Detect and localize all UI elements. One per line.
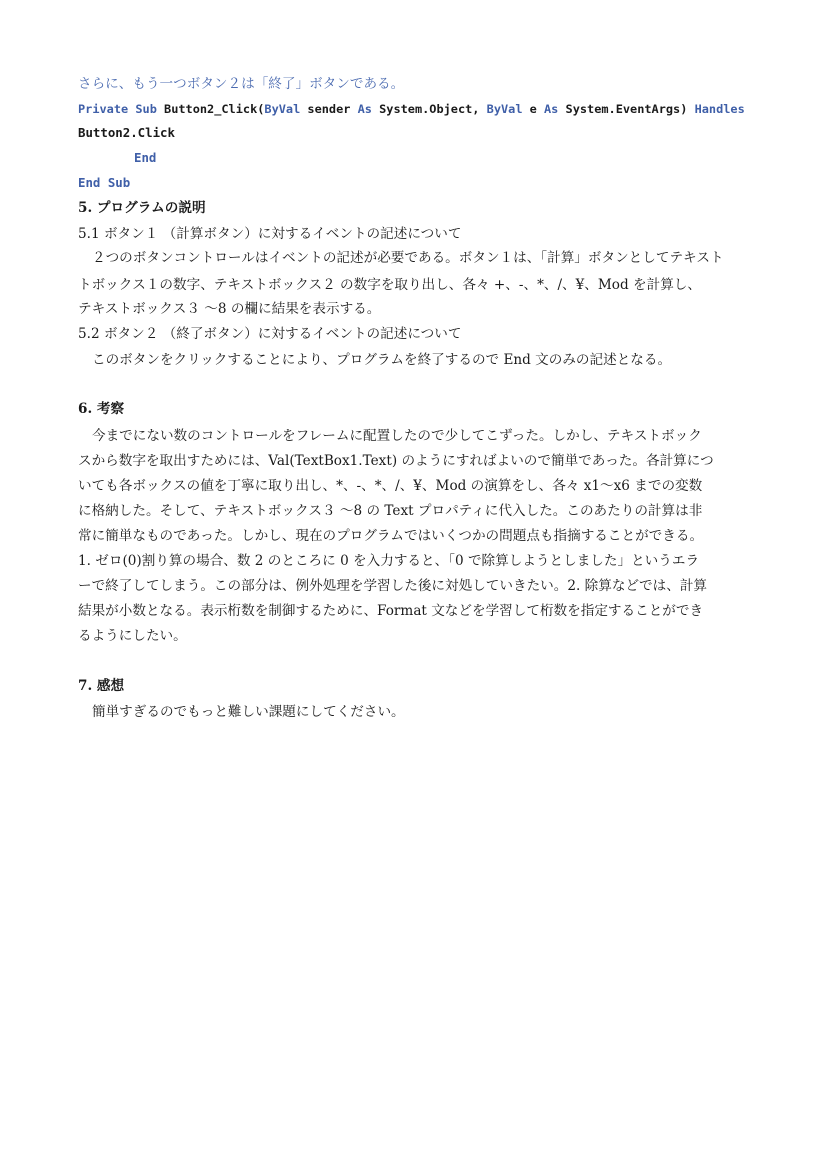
- code-comment: さらに、もう一つボタン２は「終了」ボタンである。: [78, 76, 405, 92]
- section5-2-heading: 5.2 ボタン２ （終了ボタン）に対するイベントの記述について: [78, 326, 462, 342]
- keyword-byval: ByVal: [486, 102, 523, 116]
- code-line-end: End: [134, 150, 157, 165]
- section6-text: 今までにない数のコントロールをフレームに配置したので少してこずった。しかし、テキストボック: [92, 428, 702, 444]
- section5-1-heading: 5.1 ボタン１ （計算ボタン）に対するイベントの記述について: [78, 226, 462, 242]
- section6-text: 常に簡単なものであった。しかし、現在のプログラムではいくつかの問題点も指摘することができる。: [78, 528, 704, 544]
- section6-text: 1. ゼロ(0)割り算の場合、数 2 のところに 0 を入力すると、「0 で除算しようとしました」というエラ: [78, 553, 700, 569]
- code-line-end-sub: End Sub: [78, 175, 131, 190]
- param-sender: sender: [307, 102, 351, 116]
- keyword-private: Private: [78, 102, 129, 116]
- section6-text: ーで終了してしまう。この部分は、例外処理を学習した後に対処していきたい。2. 除算などでは、計算: [78, 578, 708, 594]
- section6-text: るようにしたい。: [78, 628, 187, 644]
- keyword-byval: ByVal: [264, 102, 301, 116]
- param-e: e: [529, 102, 537, 116]
- section6-text: 結果が小数となる。表示桁数を制御するために、Format 文などを学習して桁数を指定することができ: [78, 603, 704, 619]
- section5-1-text: トボックス１の数字、テキストボックス２ の数字を取り出し、各々 +、-、*、/、¥、Mod を計算し、: [78, 277, 701, 293]
- keyword-sub: Sub: [135, 102, 157, 116]
- code-line-handles-target: Button2.Click: [78, 125, 175, 140]
- section5-1-text: テキストボックス３ ～8 の欄に結果を表示する。: [78, 301, 381, 317]
- section6-heading: 6. 考察: [78, 401, 125, 417]
- type-object: System.Object,: [379, 102, 480, 116]
- type-eventargs: System.EventArgs): [565, 102, 688, 116]
- section6-text: スから数字を取出すためには、Val(TextBox1.Text) のようにすればよいので簡単であった。各計算につ: [78, 453, 714, 469]
- section7-text: 簡単すぎるのでもっと難しい課題にしてください。: [92, 704, 405, 720]
- section6-text: いても各ボックスの値を丁寧に取り出し、*、-、*、/、¥、Mod の演算をし、各々 x1～x6 までの変数: [78, 478, 703, 494]
- method-name: Button2_Click(: [164, 102, 265, 116]
- code-line-sub-declaration: [78, 100, 745, 118]
- section5-2-text: このボタンをクリックすることにより、プログラムを終了するので End 文のみの記述となる。: [92, 352, 672, 368]
- keyword-as: As: [357, 102, 372, 116]
- keyword-as: As: [544, 102, 559, 116]
- section5-1-text: ２つのボタンコントロールはイベントの記述が必要である。ボタン１は、「計算」ボタンとしてテキスト: [92, 250, 724, 266]
- section5-heading: 5. プログラムの説明: [78, 200, 206, 216]
- section6-text: に格納した。そして、テキストボックス３ ～8 の Text プロパティに代入した。このあたりの計算は非: [78, 503, 703, 519]
- section7-heading: 7. 感想: [78, 678, 125, 694]
- keyword-handles: Handles: [694, 102, 745, 116]
